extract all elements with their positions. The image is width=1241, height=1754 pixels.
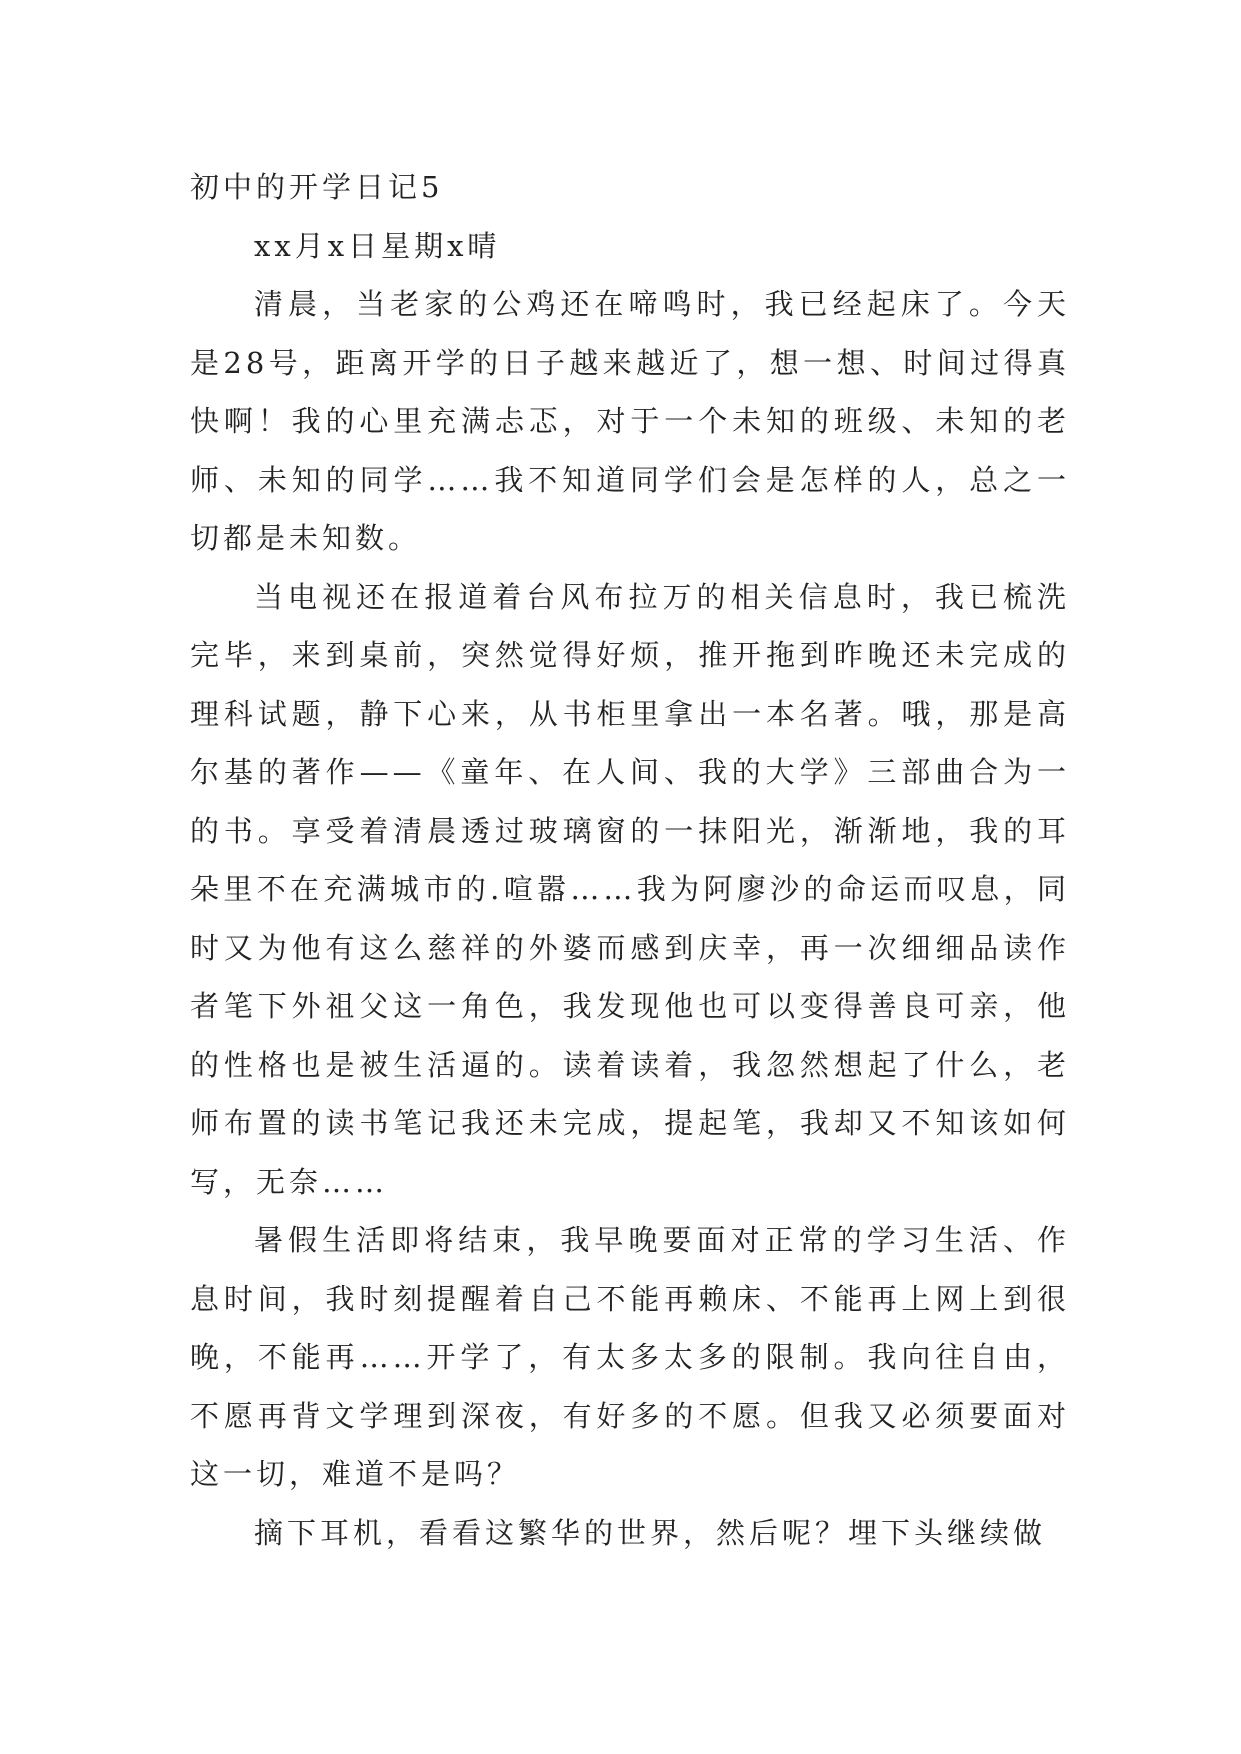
paragraph: 摘下耳机，看看这繁华的世界，然后呢？埋下头继续做	[254, 1515, 1047, 1550]
paragraph: 当电视还在报道着台风布拉万的相关信息时，我已梳洗完毕，来到桌前，突然觉得好烦，推开拖到昨晚还未完成的理科试题，静下心来，从书柜里拿出一本名著。哦，那是高尔基的著作——《童年、在人间、我的大学》三部曲合为一的书。享受着清晨透过玻璃窗的一抹阳光，渐渐地，我的耳朵里不在充满城市的.喧嚣……我为阿廖沙的命运而叹息，同时又为他有这么慈祥的外婆而感到庆幸，再一次细细品读作者笔下外祖父这一角色，我发现他也可以变得善良可亲，他的性格也是被生活逼的。读着读着，我忽然想起了什么，老师布置的读书笔记我还未完成，提起笔，我却又不知该如何写，无奈……	[190, 579, 1070, 1199]
document-title: 初中的开学日记5	[190, 170, 444, 204]
document-body	[190, 158, 1070, 1562]
diary-date-line: xx月x日星期x晴	[254, 228, 501, 263]
paragraph: 清晨，当老家的公鸡还在啼鸣时，我已经起床了。今天是28号，距离开学的日子越来越近了，想一想、时间过得真快啊！我的心里充满忐忑，对于一个未知的班级、未知的老师、未知的同学……我不知道同学们会是怎样的人，总之一切都是未知数。	[190, 287, 1070, 555]
paragraph: 暑假生活即将结束，我早晚要面对正常的学习生活、作息时间，我时刻提醒着自己不能再赖床、不能再上网上到很晚，不能再……开学了，有太多太多的限制。我向往自由，不愿再背文学理到深夜，有好多的不愿。但我又必须要面对这一切，难道不是吗？	[190, 1223, 1070, 1491]
